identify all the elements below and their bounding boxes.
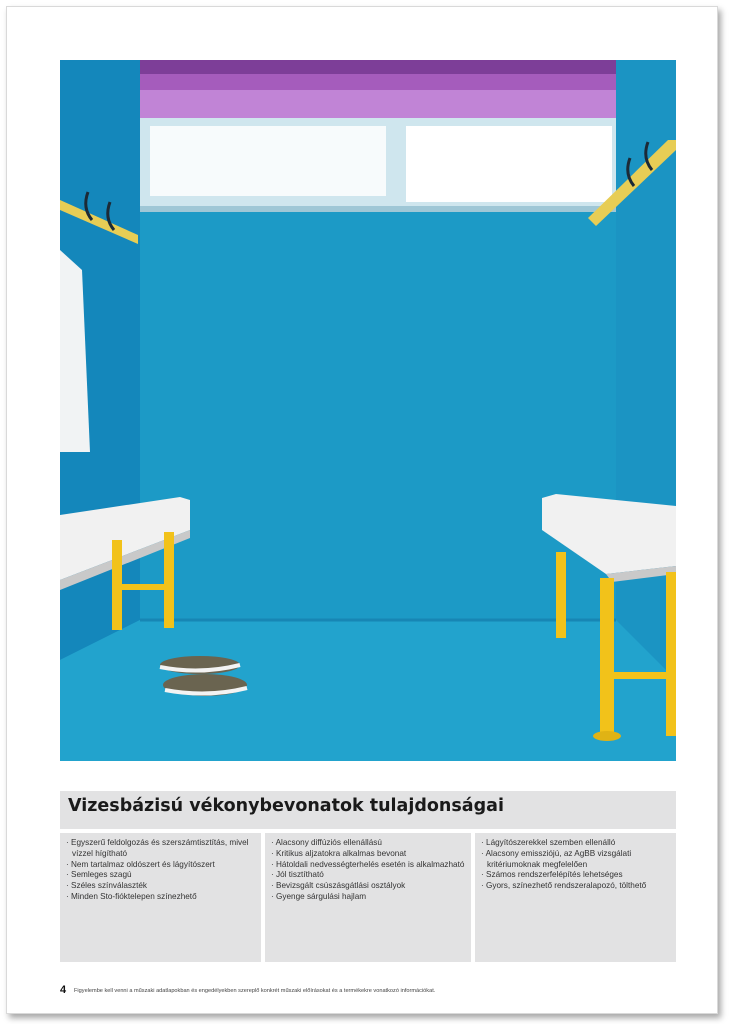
list-item: · Semleges szagú: [66, 870, 255, 881]
footnote: Figyelembe kell venni a műszaki adatlapokban és engedélyekben szereplő konkrét műszaki előírásokat és a termékekre vonatkozó információkat.: [74, 988, 436, 994]
section-title: Vizesbázisú vékonybevonatok tulajdonságai: [68, 796, 504, 816]
list-item: · Nem tartalmaz oldószert és lágyítószert: [66, 860, 255, 871]
locker-room-photo: [60, 60, 676, 761]
properties-column-3: [475, 833, 676, 962]
list-item: · Gyors, színezhető rendszeralapozó, tölthető: [481, 881, 670, 892]
list-item: · Egyszerű feldolgozás és szerszámtisztítás, mivel vízzel hígítható: [66, 838, 255, 860]
list-item: · Jól tisztítható: [271, 870, 465, 881]
brochure-page: [6, 6, 718, 1014]
properties-column-2: [265, 833, 471, 962]
list-item: · Alacsony diffúziós ellenállású: [271, 838, 465, 849]
properties-column-1: [60, 833, 261, 962]
list-item: · Hátoldali nedvességterhelés esetén is alkalmazható: [271, 860, 465, 871]
list-item: · Alacsony emissziójú, az AgBB vizsgálati kritériumoknak megfelelően: [481, 849, 670, 871]
section-header: [60, 791, 676, 829]
list-item: · Széles színválaszték: [66, 881, 255, 892]
list-item: · Minden Sto-fióktelepen színezhető: [66, 892, 255, 903]
list-item: · Gyenge sárgulási hajlam: [271, 892, 465, 903]
list-item: · Számos rendszerfelépítés lehetséges: [481, 870, 670, 881]
page-number: 4: [60, 984, 67, 996]
list-item: · Kritikus aljzatokra alkalmas bevonat: [271, 849, 465, 860]
list-item: · Bevizsgált csúszásgátlási osztályok: [271, 881, 465, 892]
list-item: · Lágyítószerekkel szemben ellenálló: [481, 838, 670, 849]
